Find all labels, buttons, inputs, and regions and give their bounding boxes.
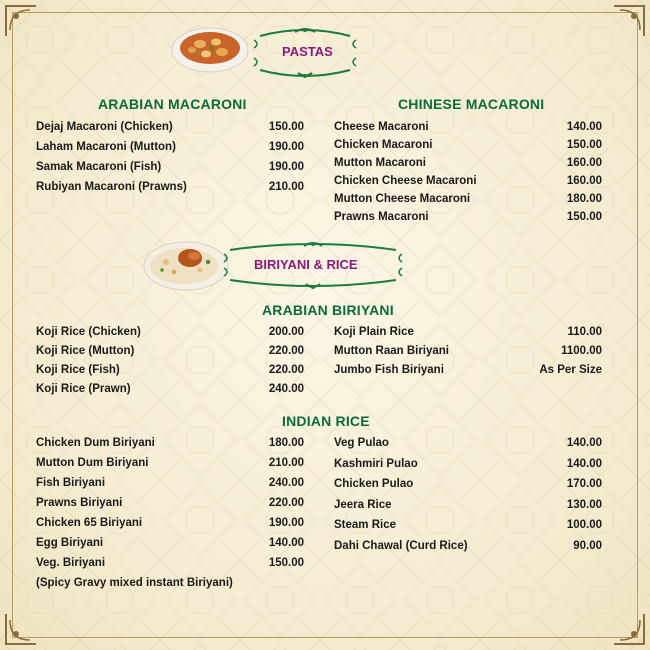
menu-item-name: Mutton Dum Biriyani [36, 457, 149, 469]
menu-item-name: Koji Rice (Chicken) [36, 326, 141, 338]
corner-ornament-icon [612, 4, 646, 38]
menu-item-row [36, 437, 304, 455]
menu-item-name: Jeera Rice [334, 498, 392, 511]
menu-item-price: 140.00 [566, 457, 602, 470]
menu-item-row [334, 345, 602, 363]
menu-item-row [334, 326, 602, 344]
menu-item-name: Veg Pulao [334, 437, 389, 449]
biriyani-banner [222, 240, 404, 290]
menu-item-row [36, 497, 304, 515]
menu-item-price: 190.00 [268, 517, 304, 529]
menu-item-name: Jumbo Fish Biriyani [334, 364, 444, 376]
menu-item-name: Fish Biriyani [36, 477, 106, 489]
menu-item-price: 130.00 [566, 498, 602, 511]
menu-item-row [334, 211, 602, 229]
corner-ornament-icon [4, 612, 38, 646]
menu-item-name: Chicken Dum Biriyani [36, 437, 155, 449]
menu-item-price: 220.00 [268, 364, 304, 376]
menu-item-row [334, 121, 602, 139]
menu-item-name: Chicken Cheese Macaroni [334, 175, 477, 187]
menu-item-price: 150.00 [566, 211, 602, 223]
menu-item-row [36, 457, 304, 475]
menu-item-name: Kashmiri Pulao [334, 457, 418, 470]
menu-item-row [334, 540, 602, 558]
menu-item-name: Samak Macaroni (Fish) [36, 161, 162, 173]
menu-item-price: 200.00 [268, 326, 304, 338]
menu-item-price: 90.00 [573, 539, 602, 552]
menu-item-price: 140.00 [566, 437, 602, 449]
menu-item-price: 180.00 [566, 193, 602, 205]
menu-item-row [36, 345, 304, 363]
menu-item-price: 210.00 [268, 181, 304, 193]
menu-item-row [36, 181, 304, 199]
menu-item-row [334, 175, 602, 193]
menu-item-row [334, 193, 602, 211]
arabian-biriyani-heading: ARABIAN BIRIYANI [262, 302, 394, 318]
menu-item-name: Dahi Chawal (Curd Rice) [334, 539, 468, 552]
menu-item-row [36, 141, 304, 159]
menu-item-price: 140.00 [566, 121, 602, 133]
biriyani-title: BIRIYANI & RICE [254, 257, 358, 272]
menu-item-price: 240.00 [268, 477, 304, 489]
menu-item-price: 240.00 [268, 383, 304, 395]
menu-item-price: 220.00 [268, 345, 304, 357]
pastas-banner [250, 26, 360, 78]
menu-item-name: Cheese Macaroni [334, 121, 429, 133]
menu-item-row [36, 364, 304, 382]
menu-item-name: Veg. Biriyani [36, 557, 106, 569]
indian-rice-heading: INDIAN RICE [282, 413, 370, 429]
veg-biriyani-note: (Spicy Gravy mixed instant Biriyani) [36, 577, 233, 589]
menu-item-row [334, 478, 602, 496]
menu-item-row [36, 121, 304, 139]
menu-item-row [36, 326, 304, 344]
menu-item-row [36, 477, 304, 495]
corner-ornament-icon [4, 4, 38, 38]
menu-item-row [36, 383, 304, 401]
menu-item-name: Koji Rice (Fish) [36, 364, 120, 376]
menu-item-row [36, 537, 304, 555]
menu-item-name: Laham Macaroni (Mutton) [36, 141, 176, 153]
menu-item-name: Chicken Pulao [334, 478, 414, 490]
menu-item-price: 150.00 [566, 139, 602, 151]
menu-item-name: Prawns Biriyani [36, 497, 123, 509]
menu-item-price: 150.00 [268, 121, 304, 133]
chinese-macaroni-heading: CHINESE MACARONI [398, 96, 545, 112]
menu-item-price: 160.00 [566, 175, 602, 187]
menu-item-name: Egg Biriyani [36, 537, 104, 549]
biriyani-dish-image [142, 236, 230, 292]
menu-item-name: Prawns Macaroni [334, 211, 429, 223]
menu-item-name: Koji Rice (Prawn) [36, 383, 131, 395]
menu-item-row [334, 364, 602, 382]
menu-item-price: 190.00 [268, 141, 304, 153]
menu-item-row [334, 139, 602, 157]
menu-item-price: 1100.00 [561, 345, 602, 357]
menu-item-price: 110.00 [567, 326, 602, 338]
menu-item-row [36, 161, 304, 179]
menu-item-price: 180.00 [268, 437, 304, 449]
corner-ornament-icon [612, 612, 646, 646]
menu-item-name: Rubiyan Macaroni (Prawns) [36, 181, 187, 193]
menu-item-row [334, 458, 602, 476]
pastas-title: PASTAS [282, 44, 333, 59]
menu-item-name: Mutton Macaroni [334, 157, 426, 169]
menu-item-row [36, 557, 304, 575]
menu-item-price: 160.00 [566, 157, 602, 169]
menu-item-name: Steam Rice [334, 519, 397, 531]
menu-item-price: 100.00 [566, 519, 602, 531]
menu-item-name: Mutton Cheese Macaroni [334, 193, 471, 205]
arabian-macaroni-heading: ARABIAN MACARONI [98, 96, 247, 112]
menu-item-row [334, 437, 602, 455]
menu-item-price: 190.00 [268, 161, 304, 173]
menu-item-row [36, 517, 304, 535]
pasta-dish-image [170, 22, 250, 74]
menu-item-price: 140.00 [268, 537, 304, 549]
menu-item-price: 220.00 [268, 497, 304, 509]
menu-item-price: 150.00 [268, 557, 304, 569]
menu-item-name: Mutton Raan Biriyani [334, 345, 450, 357]
menu-item-name: Dejaj Macaroni (Chicken) [36, 121, 173, 133]
menu-item-row [334, 499, 602, 517]
menu-item-name: Chicken Macaroni [334, 139, 433, 151]
menu-item-row [334, 519, 602, 537]
menu-item-row [334, 157, 602, 175]
menu-item-name: Chicken 65 Biriyani [36, 517, 143, 529]
menu-item-price: As Per Size [539, 364, 602, 376]
menu-item-name: Koji Rice (Mutton) [36, 345, 135, 357]
menu-item-name: Koji Plain Rice [334, 326, 414, 338]
menu-item-price: 210.00 [268, 457, 304, 469]
menu-item-price: 170.00 [566, 478, 602, 490]
